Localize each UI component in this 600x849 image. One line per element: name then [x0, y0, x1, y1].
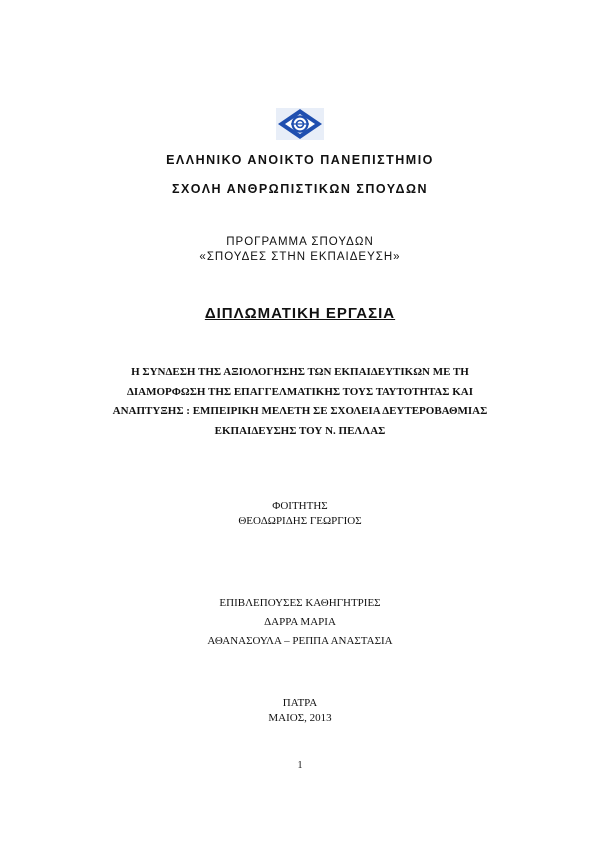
thesis-title-line: ΕΚΠΑΙΔΕΥΣΗΣ ΤΟΥ Ν. ΠΕΛΛΑΣ [214, 425, 386, 437]
supervisor-name: ΔΑΡΡΑ ΜΑΡΙΑ [264, 616, 336, 628]
program-label: ΠΡΟΓΡΑΜΜΑ ΣΠΟΥΔΩΝ [226, 236, 374, 248]
school-name: ΣΧΟΛΗ ΑΝΘΡΩΠΙΣΤΙΚΩΝ ΣΠΟΥΔΩΝ [171, 182, 429, 196]
page-number: 1 [297, 760, 303, 771]
university-logo-icon [276, 108, 324, 140]
program-name: «ΣΠΟΥΔΕΣ ΣΤΗΝ ΕΚΠΑΙΔΕΥΣΗ» [199, 251, 401, 263]
city: ΠΑΤΡΑ [282, 697, 318, 709]
student-name: ΘΕΟΔΩΡΙΔΗΣ ΓΕΩΡΓΙΟΣ [238, 515, 362, 527]
student-label: ΦΟΙΤΗΤΗΣ [272, 500, 328, 512]
thesis-title-line: ΔΙΑΜΟΡΦΩΣΗ ΤΗΣ ΕΠΑΓΓΕΛΜΑΤΙΚΗΣ ΤΟΥΣ ΤΑΥΤΟΤΗΤΑΣ ΚΑΙ [127, 386, 473, 398]
supervisors-label: ΕΠΙΒΛΕΠΟΥΣΕΣ ΚΑΘΗΓΗΤΡΙΕΣ [219, 597, 381, 609]
supervisor-name: ΑΘΑΝΑΣΟΥΛΑ – ΡΕΠΠΑ ΑΝΑΣΤΑΣΙΑ [207, 635, 393, 647]
date: ΜΑΙΟΣ, 2013 [268, 712, 332, 724]
document-type-heading: ΔΙΠΛΩΜΑΤΙΚΗ ΕΡΓΑΣΙΑ [204, 305, 396, 322]
thesis-title-line: Η ΣΥΝΔΕΣΗ ΤΗΣ ΑΞΙΟΛΟΓΗΣΗΣ ΤΩΝ ΕΚΠΑΙΔΕΥΤΙΚΩΝ ΜΕ ΤΗ [131, 366, 469, 378]
thesis-title-line: ΑΝΑΠΤΥΞΗΣ : ΕΜΠΕΙΡΙΚΗ ΜΕΛΕΤΗ ΣΕ ΣΧΟΛΕΙΑ ΔΕΥΤΕΡΟΒΑΘΜΙΑΣ [112, 405, 488, 417]
university-name: ΕΛΛΗΝΙΚΟ ΑΝΟΙΚΤΟ ΠΑΝΕΠΙΣΤΗΜΙΟ [166, 153, 434, 167]
